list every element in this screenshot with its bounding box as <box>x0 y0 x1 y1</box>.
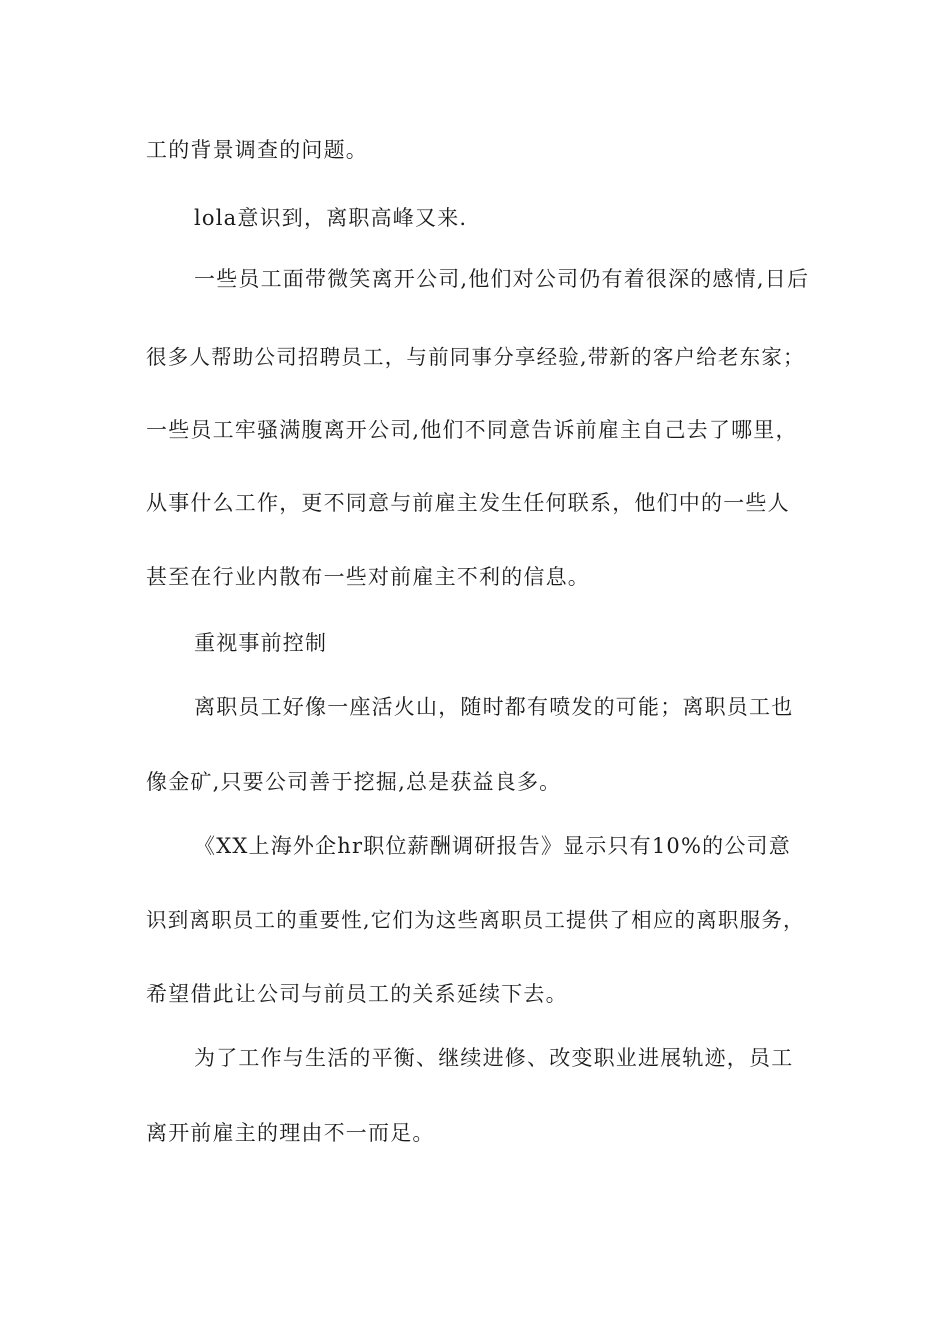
text-line: 像金矿,只要公司善于挖掘,总是获益良多。 <box>146 770 562 794</box>
text-line: 希望借此让公司与前员工的关系延续下去。 <box>146 982 568 1006</box>
text-line: 从事什么工作，更不同意与前雇主发生任何联系，他们中的一些人 <box>146 491 790 515</box>
text-line: 离职员工好像一座活火山，随时都有喷发的可能；离职员工也 <box>194 695 794 719</box>
text-line: 离开前雇主的理由不一而足。 <box>146 1121 435 1145</box>
text-line: 识到离职员工的重要性,它们为这些离职员工提供了相应的离职服务， <box>146 908 805 932</box>
text-line: lola意识到，离职高峰又来. <box>194 206 468 230</box>
text-line: 一些员工面带微笑离开公司,他们对公司仍有着很深的感情,日后 <box>194 267 810 291</box>
text-line: 《XX上海外企hr职位薪酬调研报告》显示只有10%的公司意 <box>194 834 791 858</box>
text-line: 为了工作与生活的平衡、继续进修、改变职业进展轨迹，员工 <box>194 1046 794 1070</box>
section-heading: 重视事前控制 <box>194 631 328 655</box>
text-line: 甚至在行业内散布一些对前雇主不利的信息。 <box>146 565 590 589</box>
text-line: 很多人帮助公司招聘员工，与前同事分享经验,带新的客户给老东家； <box>146 345 805 369</box>
text-line: 一些员工牢骚满腹离开公司,他们不同意告诉前雇主自己去了哪里， <box>146 418 798 442</box>
text-line: 工的背景调查的问题。 <box>146 138 368 162</box>
